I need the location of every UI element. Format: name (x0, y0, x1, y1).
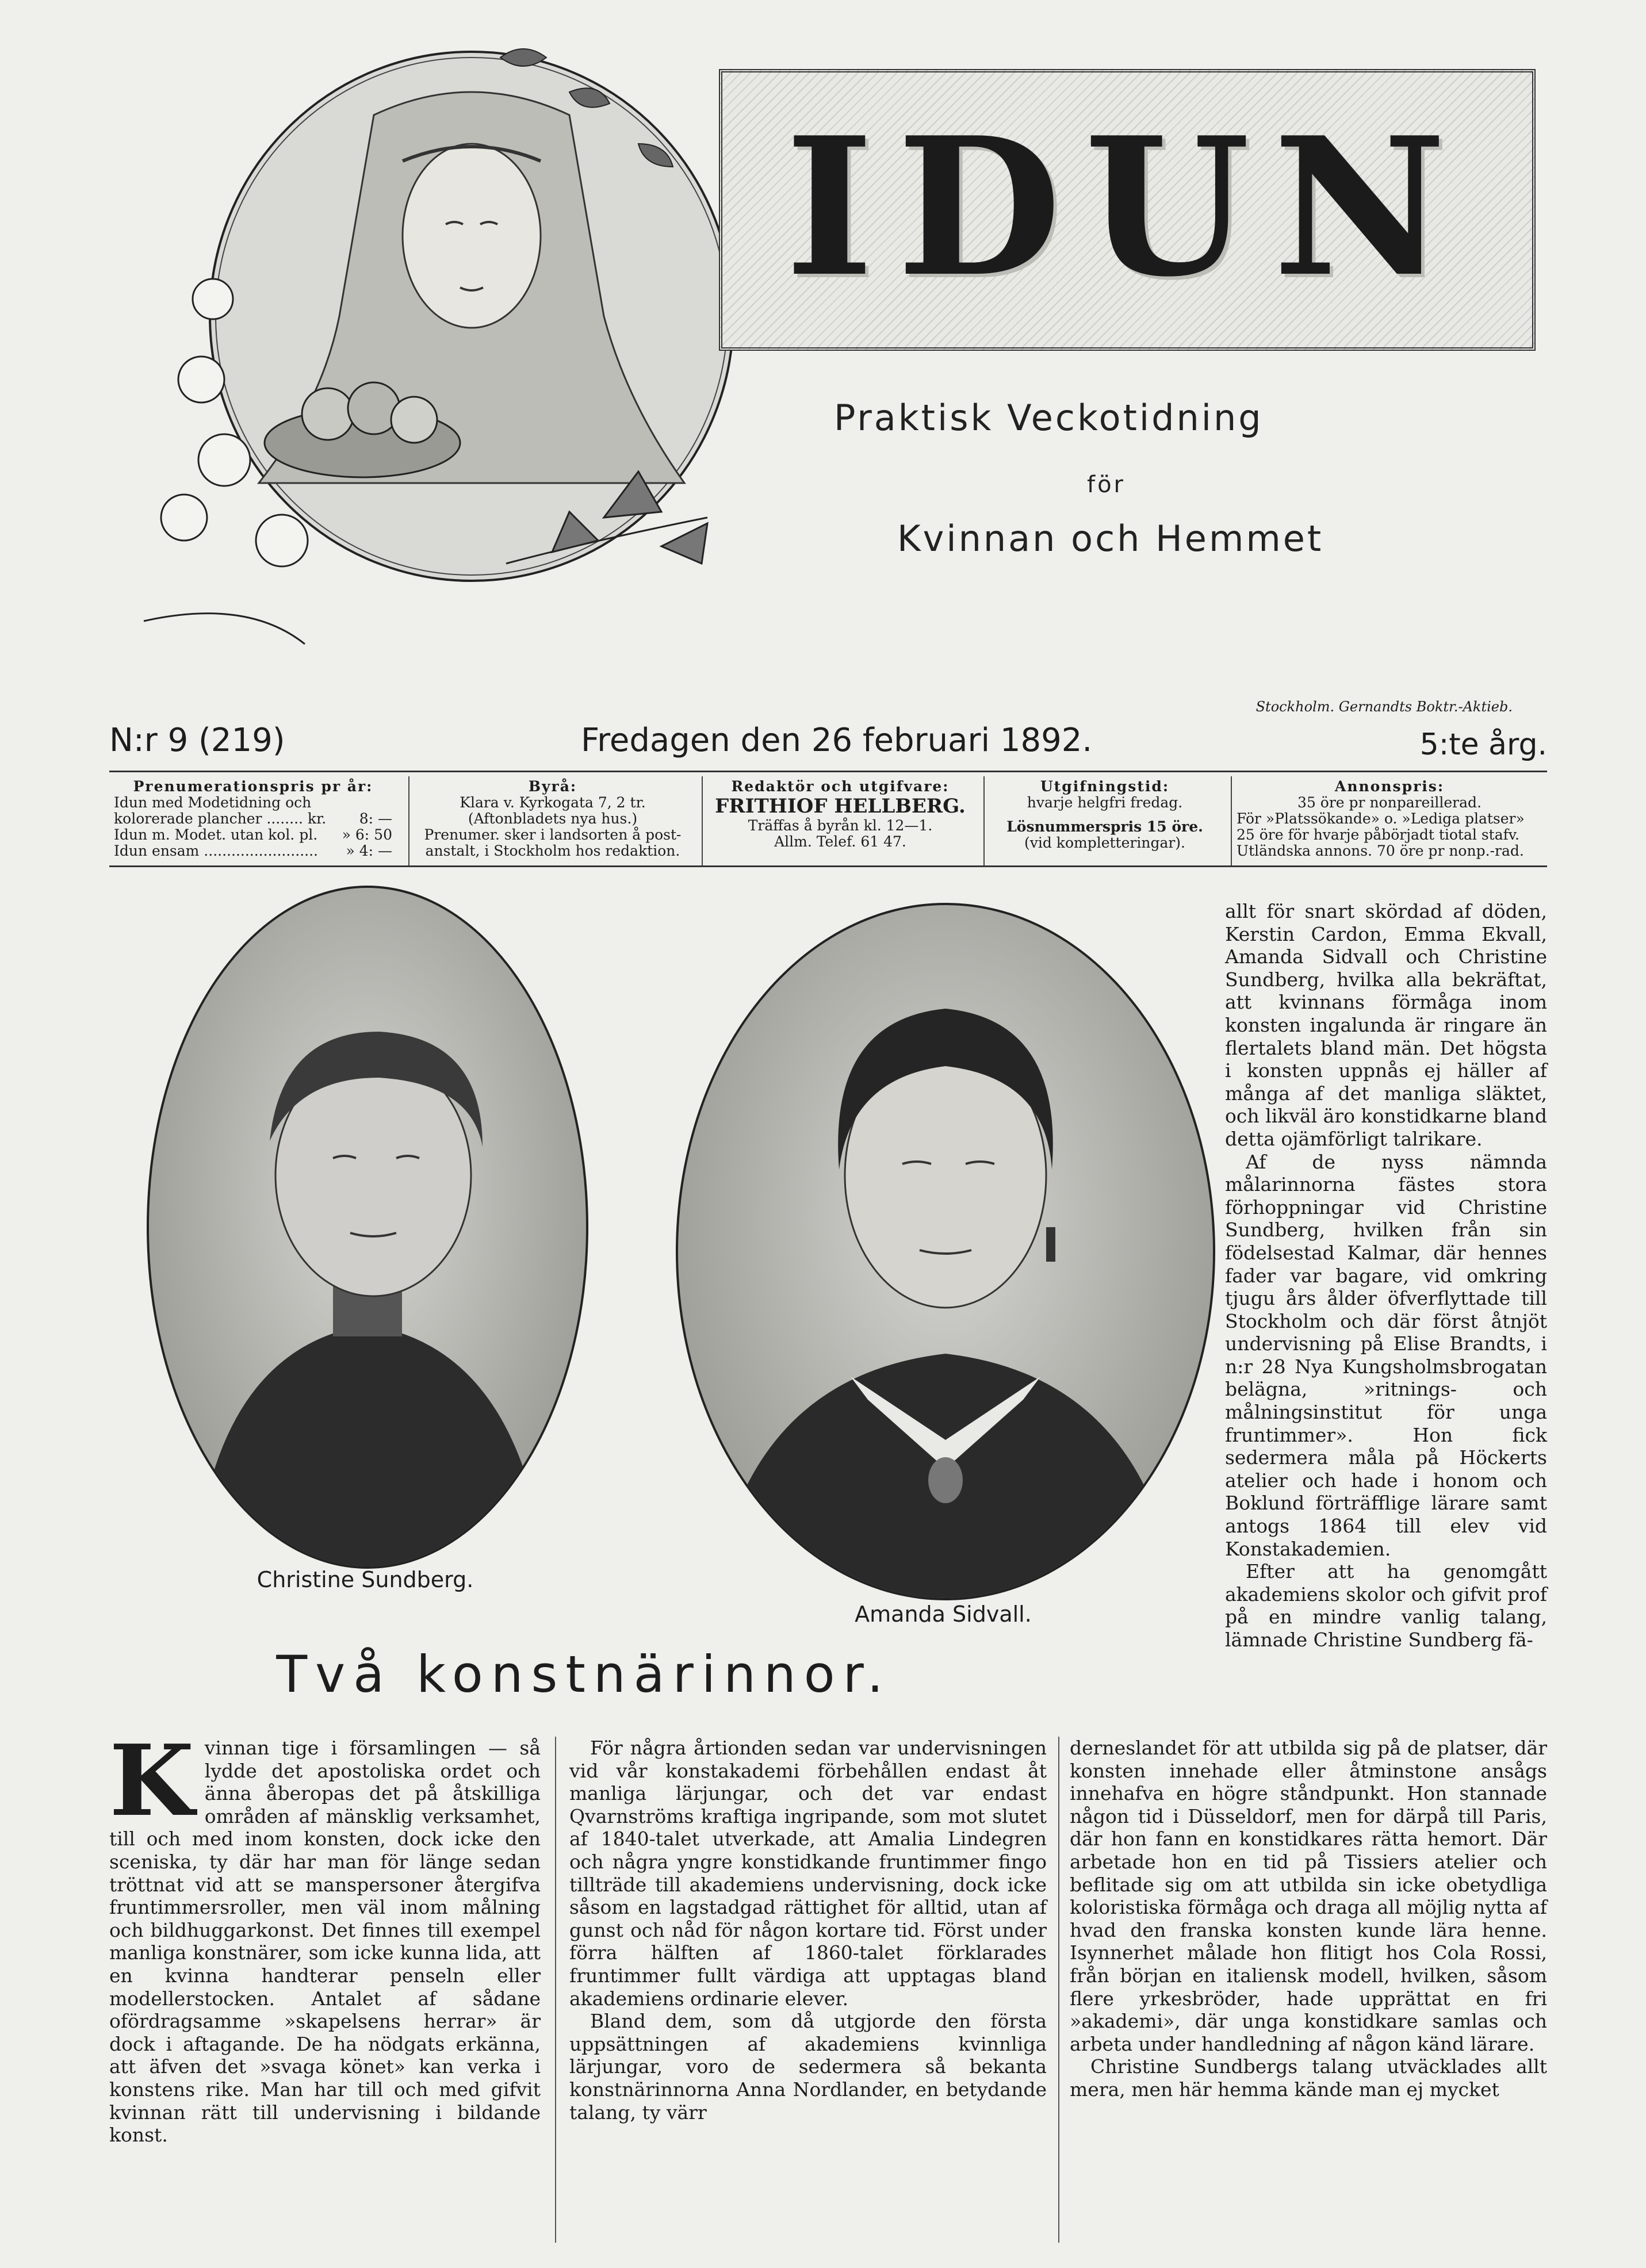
issue-date: Fredagen den 26 februari 1892. (581, 722, 1093, 759)
drop-cap: K (109, 1723, 194, 1838)
publishing-box (983, 776, 1225, 865)
article-paragraph: vinnan tige i församlingen — så lydde det apostoliska ordet och änna åberopas det på åtskilliga områden af mänsklig verksamhet, till och med inom konsten, dock icke den sceniska, ty där har man för länge sedan tröttnat vid att se manspersoner återgifva fruntimmersroller, men väl inom målning och bildhuggarkonst. Det finnes till exempel manliga konstnärer, som icke kunna lida, att en kvinna handterar penseln eller modellerstocken. Antalet af sådane ofördragsamme »skapelsens herrar» är dock i aftagande. De ha nödgats erkänna, att äfven det »svaga könet» kan verka i konstens rike. Man har till och med gifvit kvinnan rätt till undervisning i bildande konst. (109, 1737, 541, 2147)
single-issue-price: Lösnummerspris 15 öre. (1006, 818, 1203, 835)
portrait-caption: Christine Sundberg. (257, 1567, 474, 1592)
issue-number: N:r 9 (219) (109, 722, 285, 759)
ads-rate-3: 25 öre för hvarje påbörjadt tiotal stafv. (1237, 826, 1519, 843)
subscription-box (109, 776, 397, 865)
ads-rate: 35 öre pr nonpareillerad. (1297, 794, 1482, 811)
ads-box (1231, 776, 1547, 865)
single-issue-note: (vid kompletteringar). (1024, 834, 1186, 851)
woman-face (403, 144, 541, 328)
article-paragraph: Christine Sundbergs talang utväcklades allt mera, men här hemma kände man ej mycket (1070, 2055, 1547, 2101)
article-paragraph: För några årtionden sedan var undervisningen vid vår konstakademi förbehållen endast åt manliga lärjungar, och det var endast Qvarnströms kraftiga ingripande, som mot slutet af 1840-talet utverkade, att Amalia Lindegren och några yngre konstidkande fruntimmer fingo tillträde till akademiens undervisning, dock icke såsom en lagstadgad rättighet för alltid, utan af gunst och nåd för någon kortare tid. Först under förra hälften af 1860-talet förklarades fruntimmer fullt värdiga att upptagas bland akademiens ordinarie elever. (569, 1737, 1047, 2010)
issue-line (109, 719, 1547, 772)
subscription-label: Idun med Modetidning och (114, 794, 312, 811)
printer-credit: Stockholm. Gernandts Boktr.-Aktieb. (1255, 699, 1513, 715)
office-box (408, 776, 696, 865)
info-row (109, 776, 1547, 867)
subscription-label: Idun ensam ......................... (114, 842, 318, 859)
article-paragraph: Efter att ha genomgått akademiens skolor och gifvit prof på en mindre vanlig talang, lämnade Christine Sundberg fä- (1225, 1560, 1547, 1651)
office-note-2: anstalt, i Stockholm hos redaktion. (425, 842, 680, 859)
masthead-subtitle-3: Kvinnan och Hemmet (897, 518, 1324, 560)
publishing-day: hvarje helgfri fredag. (1027, 794, 1183, 811)
publishing-heading: Utgifningstid: (1040, 778, 1170, 795)
subscription-heading: Prenumerationspris pr år: (133, 778, 373, 795)
ads-rate-4: Utländska annons. 70 öre pr nonp.-rad. (1237, 842, 1524, 859)
editor-name: FRITHIOF HELLBERG. (715, 795, 966, 818)
article-paragraph: Bland dem, som då utgjorde den första uppsättningen af akademiens kvinnliga lärjungar, voro de sedermera så bekanta konstnärinnorna Anna Nordlander, en betydande talang, ty värr (569, 2010, 1047, 2124)
office-heading: Byrå: (528, 778, 577, 795)
column-rule (1058, 1737, 1059, 2243)
article-column-2 (569, 1737, 1047, 2124)
editor-heading: Redaktör och utgifvare: (731, 778, 950, 795)
editor-hours: Träffas å byrån kl. 12—1. (748, 817, 933, 834)
article-column-3 (1070, 1737, 1547, 2101)
portrait-amanda-sidvall (676, 903, 1215, 1600)
subscription-row (114, 795, 392, 811)
portrait-engraving (149, 888, 586, 1566)
article-paragraph: derneslandet för att utbilda sig på de platser, där konsten innehade eller åtminstone ansågs innehafva en högre ståndpunkt. Hon stannade någon tid i Düsseldorf, men for därpå till Paris, där hon fann en konstidkares rätta hemort. Där arbetade hon en tid på Tissiers atelier och beflitade sig om att utbilda sin icke obetydliga koloristiska förmåga och draga all möjlig nytta af hvad den franska konsten kunde lära henne. Isynnerhet målade hon flitigt hos Cola Rossi, från början en italiensk modell, hvilken, såsom flere yrkesbröder, hade upprättat en fri »akademi», där unga konstidkare samlas och arbeta under handledning af någon känd lärare. (1070, 1737, 1547, 2055)
masthead-title: IDUN (785, 95, 1469, 319)
ads-heading: Annonspris: (1334, 778, 1445, 795)
subscription-value: » 4: — (346, 842, 392, 859)
office-note: Prenumer. sker i landsorten å post- (424, 826, 682, 843)
article-headline: Två konstnärinnor. (276, 1645, 891, 1704)
portrait-caption: Amanda Sidvall. (855, 1602, 1032, 1627)
subscription-row (114, 843, 392, 859)
subscription-value: 8: — (359, 810, 392, 827)
subscription-label: Idun m. Modet. utan kol. pl. (114, 826, 318, 843)
office-building: (Aftonbladets nya hus.) (468, 810, 638, 827)
subscription-row (114, 827, 392, 843)
masthead-subtitle-1: Praktisk Veckotidning (834, 397, 1264, 439)
subscription-value: » 6: 50 (342, 826, 392, 843)
column-rule (555, 1737, 556, 2243)
portrait-christine-sundberg (147, 886, 588, 1569)
editor-phone: Allm. Telef. 61 47. (774, 833, 906, 850)
article-paragraph: allt för snart skördad af döden, Kerstin Cardon, Emma Ekvall, Amanda Sidvall och Christine Sundberg, hvilka alla bekräftat, att kvinnans förmåga inom konsten ingalunda är ringare än flertalets bland män. Det högsta i konsten uppnås ej häller af många af det manliga släktet, och likväl äro konstidkarne bland detta ojämförligt talrikare. (1225, 900, 1547, 1150)
article-column-1 (109, 1723, 541, 2147)
article-paragraph: Af de nyss nämnda målarinnorna fästes stora förhoppningar vid Christine Sundberg, hvilken från sin födelsestad Kalmar, där hennes fader var bagare, vid omkring tjugu års ålder öfverflyttade till Stockholm och där först åtnjöt undervisning på Elise Brandts, i n:r 28 Nya Kungsholmsbrogatan belägna, »ritnings- och målningsinstitut för unga fruntimmer». Hon fick sedermera måla på Höckerts atelier och hade i honom och Boklund förträfflige lärare samt antogs 1864 till elev vid Konstakademien. (1225, 1150, 1547, 1560)
subscription-row (114, 811, 392, 827)
masthead-subtitle-2: för (1087, 472, 1126, 498)
masthead-illustration (132, 46, 765, 684)
ads-rate-2: För »Platssökande» o. »Lediga platser» (1237, 810, 1525, 827)
portrait-engraving (678, 905, 1213, 1598)
article-column-right (1225, 900, 1547, 1652)
office-address: Klara v. Kyrkogata 7, 2 tr. (460, 794, 646, 811)
issue-volume: 5:te årg. (1419, 727, 1547, 762)
subscription-label: kolorerade plancher ........ kr. (114, 810, 327, 827)
editor-box (702, 776, 978, 865)
